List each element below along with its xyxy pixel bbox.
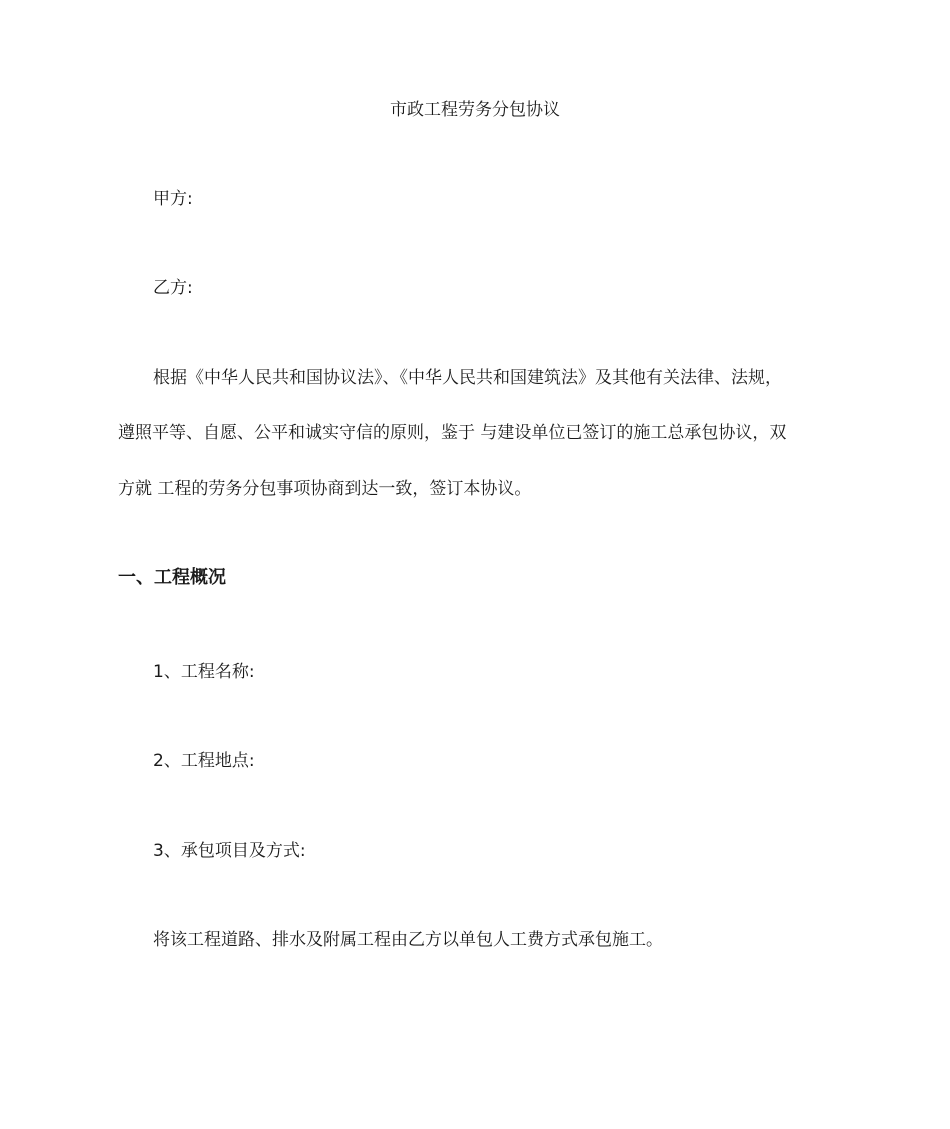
contract-scope-label: 3、承包项目及方式:: [153, 841, 306, 861]
party-a-label: 甲方:: [153, 189, 193, 209]
project-name-label: 1、工程名称:: [153, 662, 255, 682]
contract-scope-body: 将该工程道路、排水及附属工程由乙方以单包人工费方式承包施工。: [153, 930, 663, 950]
section-heading: 一、工程概况: [118, 567, 226, 588]
preamble-line-2: 遵照平等、自愿、公平和诚实守信的原则，鉴于 与建设单位已签订的施工总承包协议，双: [118, 423, 787, 443]
preamble-line-1: 根据《中华人民共和国协议法》、《中华人民共和国建筑法》及其他有关法律、法规，: [153, 368, 782, 388]
party-b-label: 乙方:: [153, 278, 193, 298]
document-title: 市政工程劳务分包协议: [390, 100, 560, 120]
project-location-label: 2、工程地点:: [153, 751, 255, 771]
preamble-line-3: 方就 工程的劳务分包事项协商到达一致，签订本协议。: [118, 479, 532, 499]
